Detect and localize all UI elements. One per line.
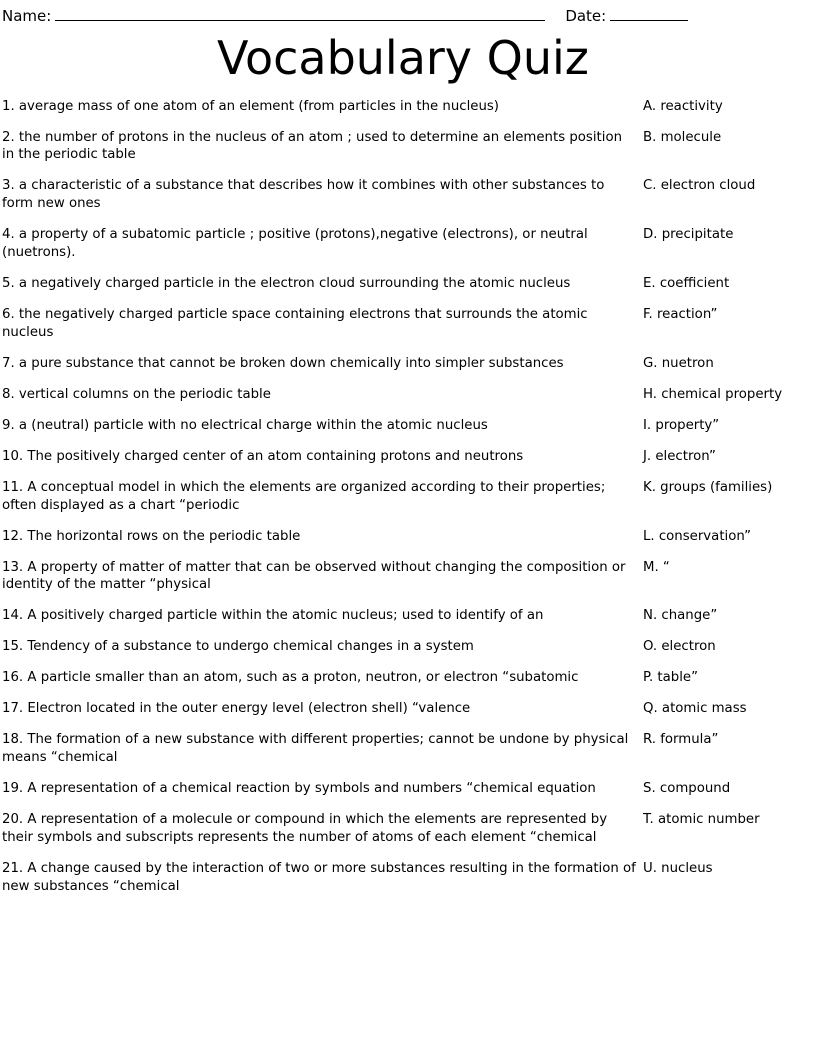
quiz-row [2, 306, 816, 342]
name-label: Name: [2, 7, 52, 25]
quiz-row [2, 700, 816, 718]
quiz-row [2, 226, 816, 262]
question-text: 18. The formation of a new substance with different properties; cannot be undone by physical means “chemical [2, 732, 629, 766]
answer-option: O. electron [643, 639, 716, 655]
question-text: 10. The positively charged center of an atom containing protons and neutrons [2, 448, 524, 464]
quiz-row [2, 811, 816, 847]
answer-option: K. groups (families) [643, 479, 773, 495]
quiz-row [2, 528, 816, 546]
quiz-row [2, 607, 816, 625]
answer-option: G. nuetron [643, 355, 714, 371]
answer-option: Q. atomic mass [643, 701, 747, 717]
page-title: Vocabulary Quiz [217, 31, 589, 85]
answer-option: A. reactivity [643, 98, 723, 114]
question-text: 6. the negatively charged particle space containing electrons that surrounds the atomic nucleus [2, 307, 588, 341]
date-label: Date: [565, 7, 607, 25]
question-text: 9. a (neutral) particle with no electrical charge within the atomic nucleus [2, 417, 488, 433]
quiz-row [2, 638, 816, 656]
answer-option: M. “ [643, 559, 670, 575]
answer-option: S. compound [643, 781, 731, 797]
question-text: 17. Electron located in the outer energy level (electron shell) “valence [2, 701, 471, 717]
answer-option: F. reaction” [643, 307, 718, 323]
question-text: 20. A representation of a molecule or compound in which the elements are represented by their symbols and subscripts represents the number of atoms of each element “chemical [2, 811, 608, 845]
answer-option: T. atomic number [643, 811, 760, 827]
quiz-row [2, 275, 816, 293]
question-text: 11. A conceptual model in which the elements are organized according to their properties; often displayed as a chart “periodic [2, 479, 606, 513]
quiz-row [2, 559, 816, 595]
date-input-line[interactable] [610, 6, 688, 21]
answer-option: B. molecule [643, 129, 722, 145]
answer-option: L. conservation” [643, 528, 751, 544]
quiz-row [2, 177, 816, 213]
question-text: 8. vertical columns on the periodic table [2, 386, 271, 402]
answer-option: U. nucleus [643, 860, 713, 876]
answer-option: C. electron cloud [643, 178, 756, 194]
quiz-row [2, 448, 816, 466]
question-text: 3. a characteristic of a substance that describes how it combines with other substances to form new ones [2, 178, 605, 212]
answer-option: I. property” [643, 417, 720, 433]
question-text: 13. A property of matter of matter that can be observed without changing the composition or identity of the matter “physical [2, 559, 626, 593]
answer-option: H. chemical property [643, 386, 783, 402]
quiz-row [2, 860, 816, 896]
answer-option: R. formula” [643, 732, 719, 748]
quiz-row [2, 731, 816, 767]
question-text: 16. A particle smaller than an atom, such as a proton, neutron, or electron “subatomic [2, 670, 579, 686]
question-text: 2. the number of protons in the nucleus of an atom ; used to determine an elements position in the periodic table [2, 129, 623, 163]
question-text: 5. a negatively charged particle in the electron cloud surrounding the atomic nucleus [2, 276, 571, 292]
quiz-row [2, 386, 816, 404]
answer-option: E. coefficient [643, 276, 730, 292]
answer-option: D. precipitate [643, 227, 734, 243]
quiz-row [2, 355, 816, 373]
answer-option: J. electron” [643, 448, 716, 464]
quiz-row [2, 129, 816, 165]
quiz-row [2, 780, 816, 798]
name-input-line[interactable] [55, 6, 545, 21]
question-text: 12. The horizontal rows on the periodic table [2, 528, 301, 544]
quiz-row [2, 479, 816, 515]
student-info-header [0, 6, 816, 25]
quiz-row [2, 669, 816, 687]
question-text: 15. Tendency of a substance to undergo chemical changes in a system [2, 639, 474, 655]
question-text: 14. A positively charged particle within the atomic nucleus; used to identify of an [2, 608, 544, 624]
quiz-row [2, 98, 816, 116]
question-text: 19. A representation of a chemical reaction by symbols and numbers “chemical equation [2, 781, 596, 797]
question-answer-list [0, 98, 816, 896]
question-text: 21. A change caused by the interaction of two or more substances resulting in the formation of new substances “chemical [2, 860, 636, 894]
quiz-row [2, 417, 816, 435]
question-text: 1. average mass of one atom of an element (from particles in the nucleus) [2, 98, 499, 114]
question-text: 4. a property of a subatomic particle ; positive (protons),negative (electrons), or neutral (nuetrons). [2, 227, 588, 261]
question-text: 7. a pure substance that cannot be broken down chemically into simpler substances [2, 355, 564, 371]
answer-option: N. change” [643, 608, 718, 624]
answer-option: P. table” [643, 670, 698, 686]
